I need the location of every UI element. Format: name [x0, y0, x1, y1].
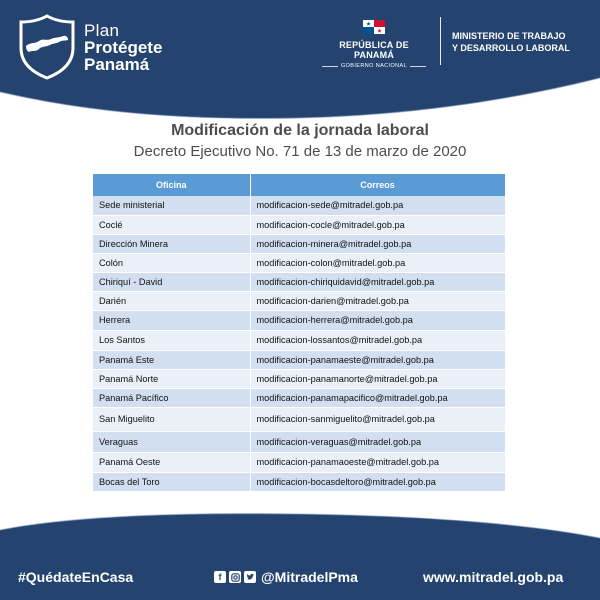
column-header-office: Oficina — [93, 174, 250, 196]
office-cell: Coclé — [93, 215, 250, 234]
office-cell: Panamá Este — [93, 350, 250, 369]
plan-line-2: Protégete — [84, 38, 163, 57]
footer-band — [0, 500, 600, 600]
ministry-line-1: MINISTERIO DE TRABAJO — [452, 31, 566, 41]
email-cell[interactable]: modificacion-veraguas@mitradel.gob.pa — [250, 431, 505, 452]
instagram-icon[interactable] — [229, 571, 241, 583]
office-cell: Los Santos — [93, 330, 250, 350]
office-cell: Panamá Norte — [93, 369, 250, 388]
ministry-name — [452, 30, 570, 54]
email-cell[interactable]: modificacion-cocle@mitradel.gob.pa — [250, 215, 505, 234]
email-cell[interactable]: modificacion-chiriquidavid@mitradel.gob.pa — [250, 272, 505, 291]
office-cell: Dirección Minera — [93, 234, 250, 253]
office-cell: Colón — [93, 253, 250, 272]
facebook-icon[interactable]: f — [214, 571, 226, 583]
plan-line-3: Panamá — [84, 55, 150, 74]
email-cell[interactable]: modificacion-panamapacifico@mitradel.gob.pa — [250, 388, 505, 407]
page-subtitle: Decreto Ejecutivo No. 71 de 13 de marzo de 2020 — [133, 143, 467, 160]
table-row — [93, 452, 505, 472]
table-row — [93, 215, 505, 234]
table-header-row — [93, 174, 505, 196]
email-cell[interactable]: modificacion-darien@mitradel.gob.pa — [250, 291, 505, 310]
table-row — [93, 310, 505, 330]
table-body — [93, 196, 505, 491]
panama-flag-icon — [363, 20, 385, 34]
page-title: Modificación de la jornada laboral — [171, 122, 429, 139]
gov-title: REPÚBLICA DE PANAMÁ — [339, 40, 409, 60]
table-row — [93, 272, 505, 291]
divider — [410, 66, 426, 67]
office-cell: Herrera — [93, 310, 250, 330]
office-cell: Panamá Pacífico — [93, 388, 250, 407]
table-row — [93, 330, 505, 350]
office-cell: San Miguelito — [93, 407, 250, 431]
gov-subtitle: GOBIERNO NACIONAL — [340, 63, 408, 69]
email-cell[interactable]: modificacion-sede@mitradel.gob.pa — [250, 196, 505, 215]
divider — [322, 66, 338, 67]
email-cell[interactable]: modificacion-panamanorte@mitradel.gob.pa — [250, 369, 505, 388]
email-cell[interactable]: modificacion-colon@mitradel.gob.pa — [250, 253, 505, 272]
email-cell[interactable]: modificacion-sanmiguelito@mitradel.gob.pa — [250, 407, 505, 431]
office-cell: Bocas del Toro — [93, 472, 250, 491]
table-row — [93, 196, 505, 215]
hashtag: #QuédateEnCasa — [18, 569, 134, 585]
table-row — [93, 472, 505, 491]
shield-panama-map-icon — [18, 14, 76, 80]
table-row — [93, 407, 505, 431]
table-row — [93, 388, 505, 407]
table-row — [93, 350, 505, 369]
table-row — [93, 234, 505, 253]
header-divider — [440, 17, 441, 65]
plan-line-1: Plan — [84, 21, 120, 40]
column-header-email: Correos — [250, 174, 505, 196]
table-row — [93, 431, 505, 452]
offices-table — [93, 174, 506, 492]
plan-title — [84, 22, 162, 73]
email-cell[interactable]: modificacion-herrera@mitradel.gob.pa — [250, 310, 505, 330]
email-cell[interactable]: modificacion-minera@mitradel.gob.pa — [250, 234, 505, 253]
ministry-line-2: Y DESARROLLO LABORAL — [452, 43, 570, 53]
office-cell: Sede ministerial — [93, 196, 250, 215]
office-cell: Veraguas — [93, 431, 250, 452]
twitter-icon[interactable] — [244, 571, 256, 583]
table-row — [93, 291, 505, 310]
email-cell[interactable]: modificacion-lossantos@mitradel.gob.pa — [250, 330, 505, 350]
gov-subtitle-row — [320, 63, 428, 69]
office-cell: Darién — [93, 291, 250, 310]
email-cell[interactable]: modificacion-panamaeste@mitradel.gob.pa — [250, 350, 505, 369]
website-link[interactable]: www.mitradel.gob.pa — [423, 569, 564, 585]
email-cell[interactable]: modificacion-panamaoeste@mitradel.gob.pa — [250, 452, 505, 472]
table-row — [93, 369, 505, 388]
table-row — [93, 253, 505, 272]
office-cell: Panamá Oeste — [93, 452, 250, 472]
government-logo — [320, 20, 428, 69]
social-handle[interactable]: @MitradelPma — [261, 569, 358, 585]
social-media — [214, 569, 358, 585]
email-cell[interactable]: modificacion-bocasdeltoro@mitradel.gob.pa — [250, 472, 505, 491]
office-cell: Chiriquí - David — [93, 272, 250, 291]
